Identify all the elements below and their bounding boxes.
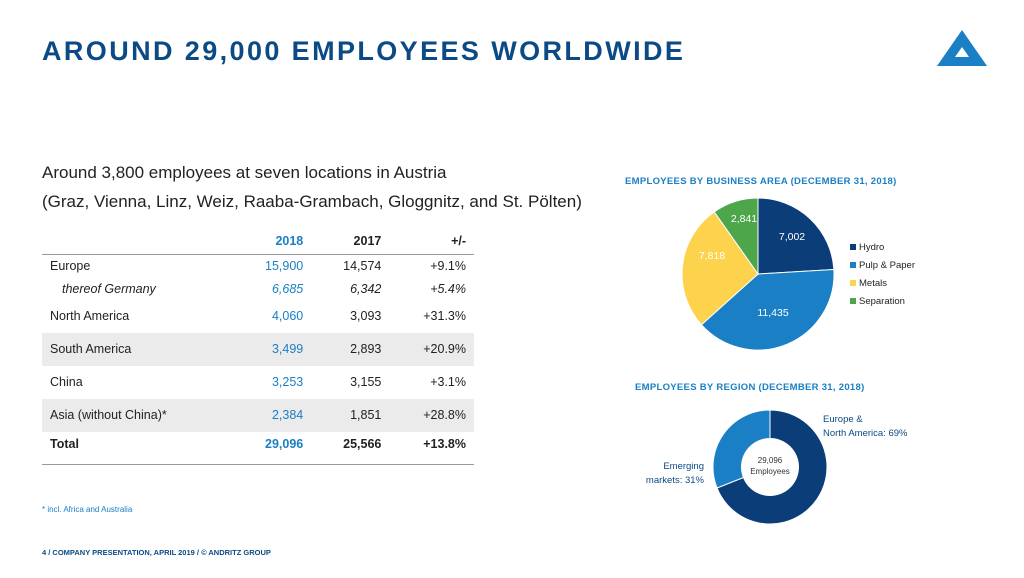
value-2018-cell: 15,900 xyxy=(265,259,304,274)
donut-center-label-0: 29,096 xyxy=(757,456,783,465)
region-cell: Europe xyxy=(50,259,91,274)
legend-label: Separation xyxy=(859,295,905,307)
value-2018-cell: 29,096 xyxy=(233,432,311,465)
legend-swatch xyxy=(850,244,856,250)
change-cell: +3.1% xyxy=(430,375,466,389)
pie-value-label-0: 7,002 xyxy=(778,231,806,243)
region-label-europe-na xyxy=(823,413,907,441)
value-2017-cell: 3,093 xyxy=(350,309,382,323)
value-2018-cell: 6,685 xyxy=(271,281,304,296)
change-cell: +31.3% xyxy=(423,309,466,323)
intro-line-1: Around 3,800 employees at seven locations in Austria xyxy=(42,163,447,182)
value-2017-cell: 3,155 xyxy=(350,375,382,389)
value-2017-cell: 1,851 xyxy=(311,399,389,432)
change-cell: +9.1% xyxy=(430,259,466,274)
change-cell: +5.4% xyxy=(430,281,466,296)
region-label-line: Emerging xyxy=(663,461,704,472)
region-cell: Total xyxy=(42,432,233,465)
legend-item-hydro xyxy=(850,238,915,256)
region-cell: thereof Germany xyxy=(62,281,156,296)
intro-line-2: (Graz, Vienna, Linz, Weiz, Raaba-Grambach, Gloggnitz, and St. Pölten) xyxy=(42,192,582,211)
region-label-emerging xyxy=(620,460,704,488)
table-header-change: +/- xyxy=(389,228,474,255)
legend-label: Pulp & Paper xyxy=(859,259,915,271)
legend-label: Hydro xyxy=(859,241,885,253)
page-footer: 4 / COMPANY PRESENTATION, APRIL 2019 / © ANDRITZ GROUP xyxy=(42,548,271,557)
legend-swatch xyxy=(850,298,856,304)
region-cell: South America xyxy=(42,333,233,366)
value-2017-cell: 25,566 xyxy=(311,432,389,465)
footnote: * incl. Africa and Australia xyxy=(42,505,133,514)
region-chart-title: EMPLOYEES BY REGION (DECEMBER 31, 2018) xyxy=(635,382,865,393)
change-cell: +20.9% xyxy=(389,333,474,366)
legend-item-metals xyxy=(850,274,915,292)
table-header-2017: 2017 xyxy=(311,228,389,255)
donut-center-label-1: Employees xyxy=(750,467,790,476)
legend-swatch xyxy=(850,280,856,286)
region-label-line: Europe & xyxy=(823,414,863,425)
table-header-2018: 2018 xyxy=(233,228,311,255)
business-area-chart-title: EMPLOYEES BY BUSINESS AREA (DECEMBER 31, 2018) xyxy=(625,176,897,187)
page-title: AROUND 29,000 EMPLOYEES WORLDWIDE xyxy=(42,36,686,66)
change-cell: +13.8% xyxy=(389,432,474,465)
value-2018-cell: 3,253 xyxy=(271,375,304,389)
value-2018-cell: 3,499 xyxy=(233,333,311,366)
value-2018-cell: 4,060 xyxy=(271,309,304,323)
pie-value-label-3: 2,841 xyxy=(730,213,758,225)
region-label-line: markets: 31% xyxy=(645,475,704,486)
legend-item-separation xyxy=(850,292,915,310)
business-area-legend xyxy=(850,238,915,310)
region-cell: China xyxy=(50,375,83,389)
legend-label: Metals xyxy=(859,277,887,289)
region-cell: Asia (without China)* xyxy=(42,399,233,432)
value-2017-cell: 6,342 xyxy=(350,281,382,296)
region-cell: North America xyxy=(50,309,130,323)
value-2017-cell: 2,893 xyxy=(311,333,389,366)
value-2017-cell: 14,574 xyxy=(343,259,382,274)
region-label-line: North America: 69% xyxy=(823,428,908,439)
legend-item-pulp-paper xyxy=(850,256,915,274)
value-2018-cell: 2,384 xyxy=(233,399,311,432)
pie-value-label-2: 7,818 xyxy=(698,250,726,262)
change-cell: +28.8% xyxy=(389,399,474,432)
legend-swatch xyxy=(850,262,856,268)
pie-value-label-1: 11,435 xyxy=(757,307,789,319)
